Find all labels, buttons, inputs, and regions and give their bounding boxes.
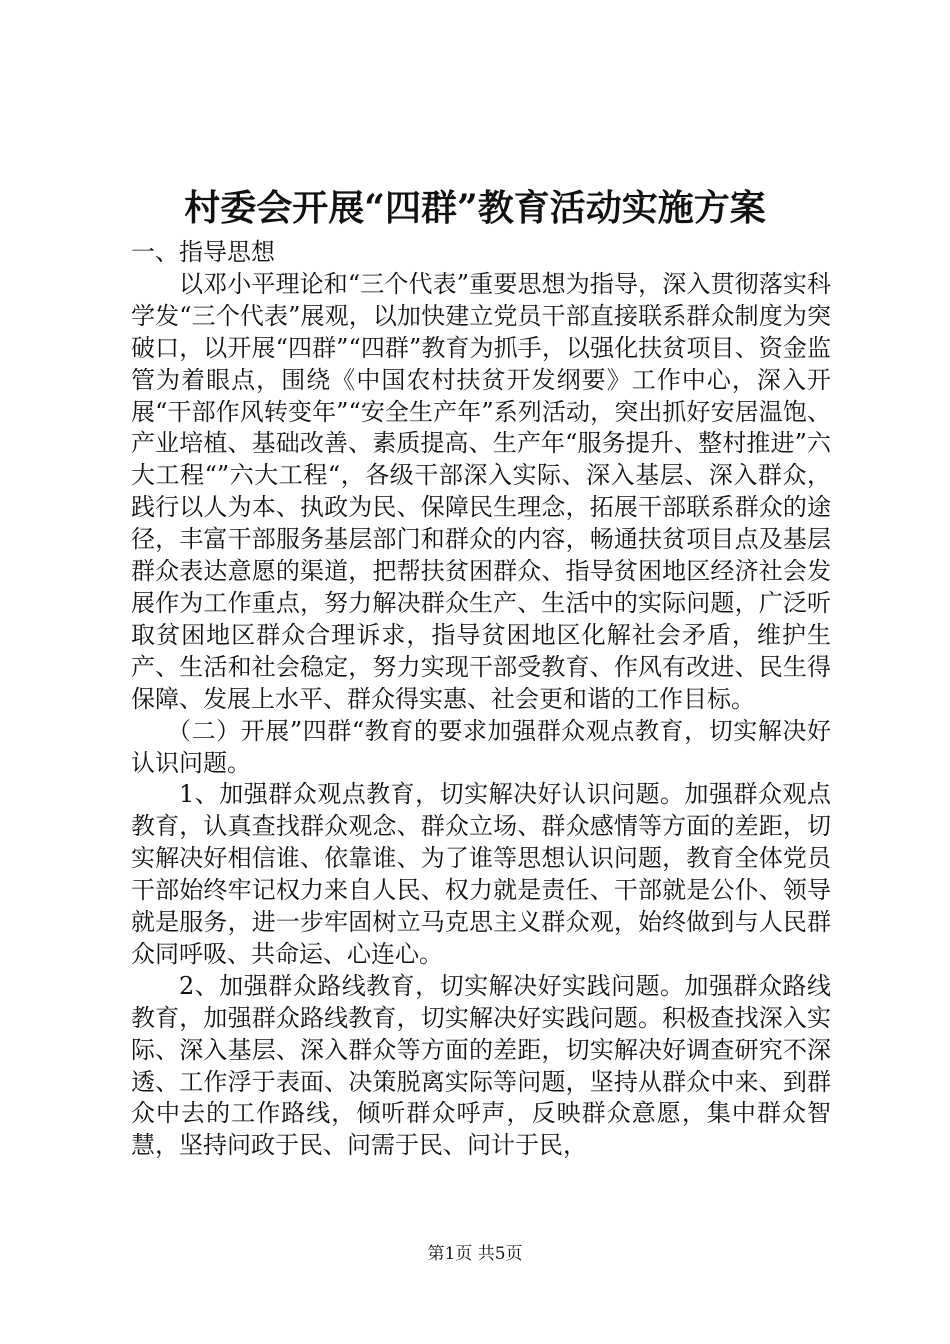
paragraph-guiding-ideology: 以邓小平理论和“三个代表”重要思想为指导，深入贯彻落实科学发“三个代表”展观，以加快建立党员干部直接联系群众制度为突破口，以开展“四群”“四群”教育为抓手，以强化扶贫项目、资金监管为着眼点，围绕《中国农村扶贫开发纲要》工作中心，深入开展“干部作风转变年”“安全生产年”系列活动，突出抓好安居温饱、产业培植、基础改善、素质提高、生产年“服务提升、整村推进”六大工程“”六大工程“，各级干部深入实际、深入基层、深入群众，践行以人为本、执政为民、保障民生理念，拓展干部联系群众的途径，丰富干部服务基层部门和群众的内容，畅通扶贫项目点及基层群众表达意愿的渠道，把帮扶贫困群众、指导贫困地区经济社会发展作为工作重点，努力解决群众生产、生活中的实际问题，广泛听取贫困地区群众合理诉求，指导贫困地区化解社会矛盾，维护生产、生活和社会稳定，努力实现干部受教育、作风有改进、民生得保障、发展上水平、群众得实惠、社会更和谐的工作目标。 [131,269,831,713]
paragraph-item-2: 2、加强群众路线教育，切实解决好实践问题。加强群众路线教育，加强群众路线教育，切实解决好实践问题。积极查找深入实际、深入基层、深入群众等方面的差距，切实解决好调查研究不深透、工作浮于表面、决策脱离实际等问题，坚持从群众中来、到群众中去的工作路线，倾听群众呼声，反映群众意愿，集中群众智慧，坚持问政于民、问需于民、问计于民， [131,971,831,1160]
section-heading-requirements: （二）开展”四群“教育的要求加强群众观点教育，切实解决好认识问题。 [131,716,831,777]
page-number-footer: 第1页 共5页 [427,1244,523,1264]
paragraph-item-1: 1、加强群众观点教育，切实解决好认识问题。加强群众观点教育，认真查找群众观念、群众立场、群众感情等方面的差距，切实解决好相信谁、依靠谁、为了谁等思想认识问题，教育全体党员干部始终牢记权力来自人民、权力就是责任、干部就是公仆、领导就是服务，进一步牢固树立马克思主义群众观，始终做到与人民群众同呼吸、共命运、心连心。 [131,780,831,968]
section-heading-guiding-ideology: 一、指导思想 [131,238,275,266]
document-title: 村委会开展“四群”教育活动实施方案 [184,187,766,229]
document-body [131,237,831,1162]
